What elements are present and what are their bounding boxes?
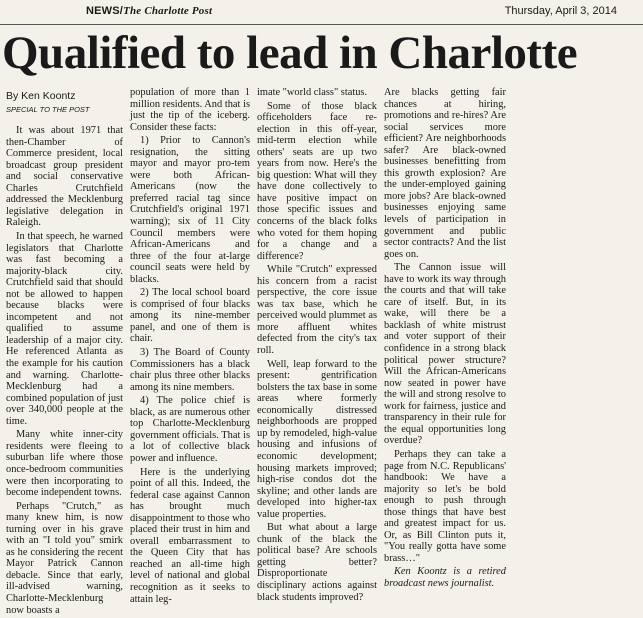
headline: Qualified to lead in Charlotte bbox=[2, 27, 578, 79]
article-paragraph: Perhaps "Crutch," as many knew him, is now turning over in his grave with an "I told you" smirk as he considering the recent Mayor Patrick Cannon debacle. Since that early, ill-advised warning, Charlotte-Mecklenburg now boasts a bbox=[6, 500, 123, 616]
article-paragraph: The Cannon issue will have to work its way through the courts and that will take care of itself. But, in its wake, will there be a backlash of white mistrust and voter support of their confidence in a strong black political power structure? Will the African-Americans now seated in power have the will and strong resolve to work for fairness, justice and transparency in their rule for the equal opportunities long overdue? bbox=[384, 262, 506, 447]
author-tagline: Ken Koontz is a retired broadcast news journalist. bbox=[384, 566, 506, 589]
article-paragraph: 1) Prior to Cannon's resignation, the sitting mayor and mayor pro-tem were both African-Americans (now the preferred racial tag since Crutchfield's original 1971 warning); six of 11 City Council members were African-Americans and three of the four at-large council seats were held by blacks. bbox=[130, 135, 250, 285]
article-paragraph: Perhaps they can take a page from N.C. Republicans' handbook: We have a majority so let's be bold enough to push through those things that have best and greatest impact for us. Or, as Bill Clinton puts it, "You really gotta have some brass…" bbox=[384, 448, 506, 564]
byline-tag: SPECIAL TO THE POST bbox=[6, 104, 90, 114]
article-paragraph: 2) The local school board is comprised of four blacks among its nine-member panel, and one of them is chair. bbox=[130, 287, 250, 345]
article-paragraph: Are blacks getting fair chances at hiring, promotions and re-hires? Are social services more efficient? Are neighborhoods safer? Are black-owned businesses benefitting from this growth explosion? Are the under-employed gaining more jobs? Are black-owned businesses enjoying same levels of participation in government and public sector contracts? And the list goes on. bbox=[384, 87, 506, 260]
article-paragraph: While "Crutch" expressed his concern from a racist perspective, the core issue was tax base, which he perceived would plummet as more affluent whites defected from the city's tax roll. bbox=[257, 264, 377, 357]
article-column-2 bbox=[130, 87, 250, 607]
article-paragraph: 4) The police chief is black, as are numerous other top Charlotte-Mecklenburg government officials. That is a lot of collective black power and influence. bbox=[130, 395, 250, 464]
article-column-4 bbox=[384, 87, 506, 592]
article-paragraph: Many white inner-city residents were fleeing to suburban life where those once-bedroom communities were then incorporating to become independent towns. bbox=[6, 429, 123, 499]
article-paragraph: Well, leap forward to the present: gentrification bolsters the tax base in some areas where formerly economically distressed neighborhoods are propped up by remodeled, high-value housing and infusions of economic development; housing markets improved; high-rise condos dot the skyline; and other lands are developed into higher-tax value properties. bbox=[257, 358, 377, 520]
masthead-date: Thursday, April 3, 2014 bbox=[504, 5, 617, 17]
article-paragraph: Here is the underlying point of all this. Indeed, the federal case against Cannon has brought much disappointment to those who placed their trust in him and overall embarrassment to the Queen City that has reached an all-time high level of national and global recognition as it seeks to attain leg- bbox=[130, 466, 250, 605]
article-column-3 bbox=[257, 87, 377, 605]
paper-name: The Charlotte Post bbox=[123, 5, 213, 17]
article-paragraph: 3) The Board of County Commissioners has a black chair plus three other blacks among its nine members. bbox=[130, 347, 250, 393]
article-paragraph: But what about a large chunk of the black the political base? Are schools getting better? Disproportionate disciplinary actions against black students improved? bbox=[257, 522, 377, 603]
section-label: NEWS/ bbox=[86, 5, 124, 17]
article-paragraph: Some of those black officeholders face re-election in this off-year, mid-term election while others' seats are up two years from now. Here's the big question: What will they have done collectively to have positive impact on those specific issues and concerns of the black folks who voted for them hoping for a change and a difference? bbox=[257, 100, 377, 262]
byline-author: By Ken Koontz bbox=[6, 90, 76, 102]
article-paragraph: In that speech, he warned legislators that Charlotte was fast becoming a majority-black city. Crutchfield said that should not be allowed to happen because blacks were incompetent and not qualified to assume leadership of a major city. He referenced Atlanta as the example for his caution and warning. Charlotte-Mecklenburg had a combined population of just over 340,000 people at the time. bbox=[6, 231, 123, 427]
article-column-1 bbox=[6, 87, 123, 618]
article-paragraph: It was about 1971 that then-Chamber of Commerce president, local broadcast group president and social conservative Charles Crutchfield addressed the Mecklenburg legislative delegation in Raleigh. bbox=[6, 125, 123, 229]
masthead bbox=[0, 0, 643, 25]
article-paragraph: population of more than 1 million residents. And that is just the tip of the iceberg. Consider these facts: bbox=[130, 87, 250, 133]
masthead-section bbox=[86, 5, 212, 17]
article-paragraph: imate "world class" status. bbox=[257, 87, 368, 98]
